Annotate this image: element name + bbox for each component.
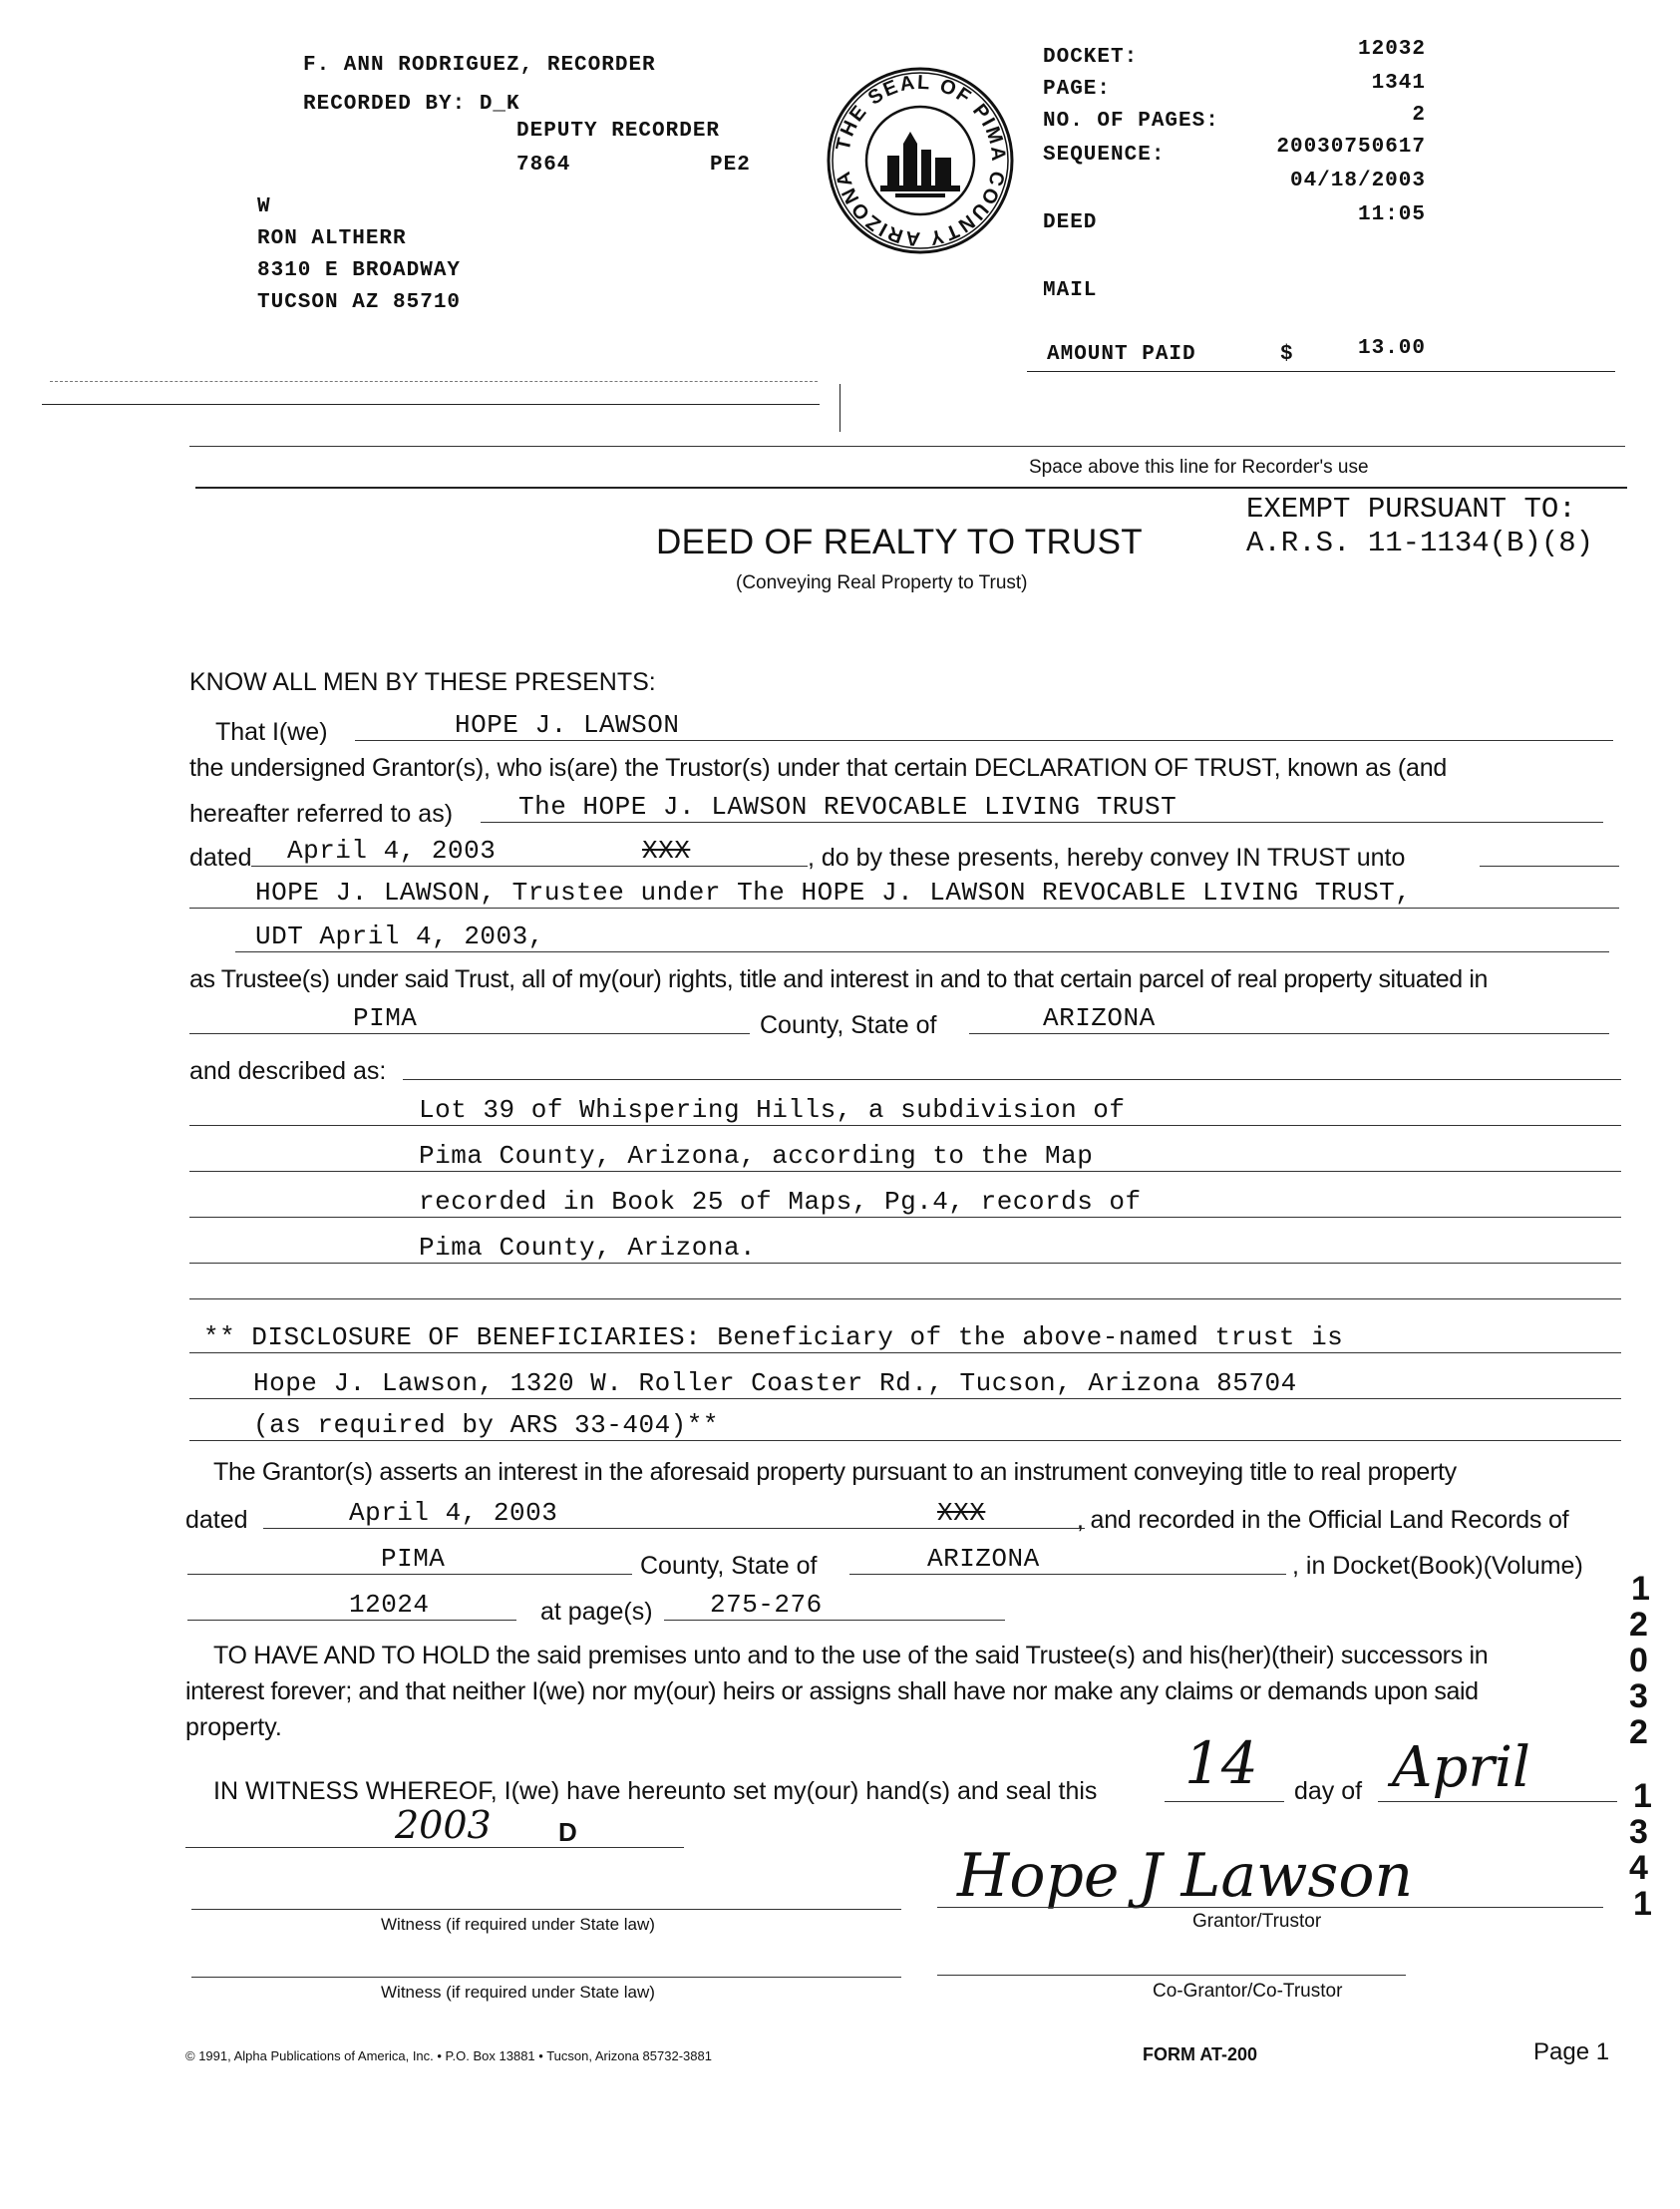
margin-digit: 0 <box>1629 1642 1648 1679</box>
legal-underline-1 <box>189 1125 1621 1126</box>
as-trustee-text: as Trustee(s) under said Trust, all of my(our) rights, title and interest in and to that certain parcel of real property situated in <box>189 965 1489 993</box>
disclosure-line-2: Hope J. Lawson, 1320 W. Roller Coaster Rd., Tucson, Arizona 85704 <box>253 1368 1297 1398</box>
book-pages-line <box>664 1620 1005 1621</box>
margin-digit: 2 <box>1629 1606 1648 1644</box>
described-line <box>403 1079 1621 1080</box>
dated-label-2: dated <box>185 1506 248 1534</box>
docket-label: DOCKET: <box>1043 46 1139 69</box>
county2-value: PIMA <box>381 1544 446 1574</box>
margin-digit: 1 <box>1631 1570 1650 1608</box>
return-address-line1: 8310 E BROADWAY <box>257 259 462 282</box>
legal-description-3: recorded in Book 25 of Maps, Pg.4, records of <box>419 1187 1142 1217</box>
county-seal-icon <box>826 66 1015 255</box>
trustee-underline-1 <box>189 908 1619 909</box>
instrument-date: April 4, 2003 <box>349 1498 558 1528</box>
disclosure-underline-2 <box>189 1398 1621 1399</box>
grantor-line <box>355 740 1613 741</box>
sequence-label: SEQUENCE: <box>1043 144 1166 167</box>
county-value: PIMA <box>353 1003 418 1033</box>
state2-value: ARIZONA <box>927 1544 1040 1574</box>
recorder-space-bottom-line <box>195 487 1627 489</box>
struck-xxx-2: XXX <box>937 1498 986 1528</box>
instrument-date-line <box>263 1528 1085 1529</box>
copyright-notice: © 1991, Alpha Publications of America, Inc. • P.O. Box 13881 • Tucson, Arizona 85732-3881 <box>185 2048 712 2063</box>
legal-description-2: Pima County, Arizona, according to the Map <box>419 1141 1094 1171</box>
described-label: and described as: <box>189 1057 387 1085</box>
that-label: That I(we) <box>215 718 328 746</box>
intro-text: KNOW ALL MEN BY THESE PRESENTS: <box>189 668 656 696</box>
page-number: Page 1 <box>1533 2038 1610 2065</box>
witness2-line <box>191 1977 901 1978</box>
cograntor-line <box>937 1975 1406 1976</box>
recorded-text: , and recorded in the Official Land Records of <box>1077 1506 1569 1534</box>
legal-underline-3 <box>189 1217 1621 1218</box>
convey-line <box>1480 866 1619 867</box>
year-suffix: D <box>558 1817 577 1847</box>
assert-text: The Grantor(s) asserts an interest in the aforesaid property pursuant to an instrument conveying title to real property <box>213 1458 1457 1486</box>
return-name: RON ALTHERR <box>257 227 407 250</box>
margin-digit: 3 <box>1629 1677 1648 1715</box>
trust-date-line <box>251 866 808 867</box>
docket-value: 12032 <box>1357 38 1426 61</box>
document-title: DEED OF REALTY TO TRUST <box>656 523 1143 561</box>
deputy-code: PE2 <box>710 154 751 177</box>
day-of-label: day of <box>1294 1777 1363 1805</box>
sequence-value: 20030750617 <box>1276 136 1426 159</box>
trust-name: The HOPE J. LAWSON REVOCABLE LIVING TRUST <box>518 792 1177 822</box>
mail-label: MAIL <box>1043 279 1098 302</box>
grantor-signature-line <box>937 1907 1603 1908</box>
habendum-line-3: property. <box>185 1713 282 1741</box>
disclosure-line-3: (as required by ARS 33-404)** <box>253 1410 719 1440</box>
grantor-name: HOPE J. LAWSON <box>455 710 680 740</box>
cograntor-label: Co-Grantor/Co-Trustor <box>1153 1981 1343 2002</box>
disclosure-underline-1 <box>189 1352 1621 1353</box>
margin-digit: 1 <box>1633 1885 1652 1923</box>
book-line <box>187 1620 516 1621</box>
return-address-line2: TUCSON AZ 85710 <box>257 291 462 314</box>
convey-text: , do by these presents, hereby convey IN TRUST unto <box>808 844 1406 872</box>
county-label: County, State of <box>760 1011 937 1039</box>
year-line <box>185 1847 684 1848</box>
legal-description-4: Pima County, Arizona. <box>419 1233 757 1263</box>
amount-label: AMOUNT PAID <box>1047 343 1196 366</box>
trust-date: April 4, 2003 <box>287 836 497 866</box>
docket-book-label: , in Docket(Book)(Volume) <box>1292 1552 1583 1580</box>
margin-digit: 4 <box>1629 1849 1648 1887</box>
amount-underline <box>1027 371 1615 372</box>
day-value: 14 <box>1184 1729 1258 1797</box>
svg-text:THE SEAL OF PIMA COUNTY ARIZON: THE SEAL OF PIMA COUNTY ARIZONA <box>832 71 1010 250</box>
legal-description-1: Lot 39 of Whispering Hills, a subdivision of <box>419 1095 1126 1125</box>
day-line <box>1165 1801 1284 1802</box>
margin-digit: 1 <box>1633 1777 1652 1815</box>
trust-name-line <box>481 822 1603 823</box>
recorder-name: F. ANN RODRIGUEZ, RECORDER <box>303 54 656 77</box>
state2-line <box>849 1574 1286 1575</box>
exempt-line1: EXEMPT PURSUANT TO: <box>1246 493 1576 526</box>
recorder-space-note: Space above this line for Recorder's use <box>1029 457 1369 478</box>
book-value: 12024 <box>349 1590 430 1620</box>
page-value: 1341 <box>1371 72 1426 95</box>
margin-digit: 3 <box>1629 1813 1648 1851</box>
at-pages-label: at page(s) <box>540 1598 653 1626</box>
county-line <box>189 1033 750 1034</box>
legal-underline-4 <box>189 1263 1621 1264</box>
witness1-line <box>191 1909 901 1910</box>
state-line <box>969 1033 1609 1034</box>
deputy-number: 7864 <box>516 154 571 177</box>
currency-symbol: $ <box>1280 343 1294 366</box>
trustee-line-1: HOPE J. LAWSON, Trustee under The HOPE J. LAWSON REVOCABLE LIVING TRUST, <box>255 878 1412 908</box>
recording-date: 04/18/2003 <box>1289 170 1426 192</box>
month-line <box>1378 1801 1617 1802</box>
book-pages-value: 275-276 <box>710 1590 823 1620</box>
struck-xxx-1: XXX <box>642 836 691 866</box>
disclosure-line-1: ** DISCLOSURE OF BENEFICIARIES: Beneficiary of the above-named trust is <box>203 1322 1344 1352</box>
referred-label: hereafter referred to as) <box>189 800 454 828</box>
exempt-line2: A.R.S. 11-1134(B)(8) <box>1246 527 1594 559</box>
county2-label: County, State of <box>640 1552 818 1580</box>
document-type: DEED <box>1043 211 1098 234</box>
trustee-line-2: UDT April 4, 2003, <box>255 921 544 951</box>
dated-label: dated <box>189 844 252 872</box>
habendum-line-1: TO HAVE AND TO HOLD the said premises unto and to the use of the said Trustee(s) and his(her)(their) successors in <box>213 1642 1489 1669</box>
recording-time: 11:05 <box>1357 203 1426 226</box>
legal-underline-2 <box>189 1171 1621 1172</box>
declaration-text: the undersigned Grantor(s), who is(are) the Trustor(s) under that certain DECLARATION OF TRUST, known as (and <box>189 754 1448 782</box>
legal-underline-5 <box>189 1298 1621 1299</box>
document-subtitle: (Conveying Real Property to Trust) <box>736 572 1028 593</box>
return-code: W <box>257 195 271 218</box>
grantor-trustor-label: Grantor/Trustor <box>1192 1911 1322 1932</box>
month-value: April <box>1392 1735 1530 1800</box>
witness2-label: Witness (if required under State law) <box>381 1983 655 2002</box>
disclosure-underline-3 <box>189 1440 1621 1441</box>
state-value: ARIZONA <box>1043 1003 1156 1033</box>
header-dash <box>50 381 818 382</box>
margin-digit: 2 <box>1629 1713 1648 1751</box>
county2-line <box>187 1574 632 1575</box>
habendum-line-2: interest forever; and that neither I(we) nor my(our) heirs or assigns shall have nor make any claims or demands upon said <box>185 1677 1479 1705</box>
header-rule-left <box>42 404 820 405</box>
recorded-by: RECORDED BY: D_K <box>303 93 520 116</box>
witness1-label: Witness (if required under State law) <box>381 1915 655 1934</box>
amount-value: 13.00 <box>1357 337 1426 360</box>
form-number: FORM AT-200 <box>1143 2044 1258 2064</box>
grantor-signature: Hope J Lawson <box>957 1841 1414 1911</box>
recorder-space-line <box>189 446 1625 447</box>
year-value: 2003 <box>395 1803 492 1847</box>
witness-whereof-text: IN WITNESS WHEREOF, I(we) have hereunto set my(our) hand(s) and seal this <box>213 1777 1098 1805</box>
page-label: PAGE: <box>1043 78 1112 101</box>
pages-label: NO. OF PAGES: <box>1043 110 1219 133</box>
pages-value: 2 <box>1412 104 1426 127</box>
deputy-recorder: DEPUTY RECORDER <box>516 120 721 143</box>
trustee-underline-2 <box>235 951 1609 952</box>
